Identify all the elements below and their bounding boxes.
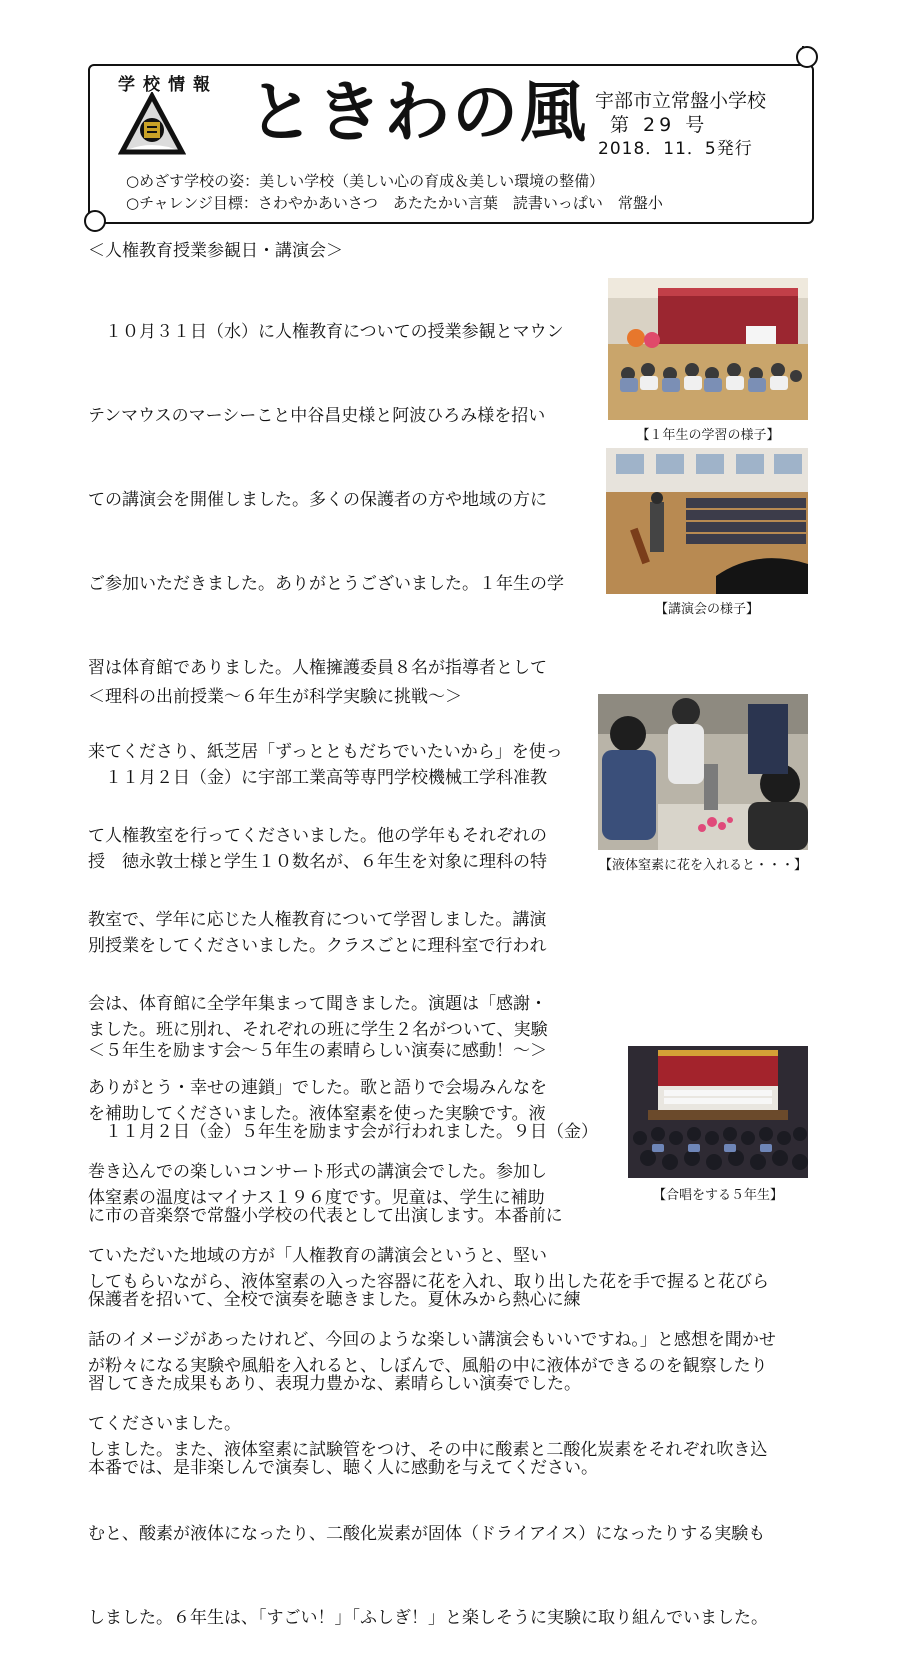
text-line: に市の音楽祭で常盤小学校の代表として出演します。本番前に <box>88 1206 563 1226</box>
text-line: 保護者を招いて、全校で演奏を聴きました。夏休みから熱心に練 <box>88 1290 581 1310</box>
text-line: テンマウスのマーシーこと中谷昌史様と阿波ひろみ様を招い <box>88 406 546 426</box>
text-line: を補助してくださいました。液体窒素を使った実験です。液 <box>88 1104 546 1124</box>
text-line: ました。班に別れ、それぞれの班に学生２名がついて、実験 <box>88 1020 548 1040</box>
text-line: 別授業をしてくださいました。クラスごとに理科室で行われ <box>88 936 547 956</box>
challenge-goal: ○チャレンジ目標：さわやかあいさつ あたたかい言葉 読書いっぱい 常盤小 <box>126 194 663 212</box>
text-line: が粉々になる実験や風船を入れると、しぼんで、風船の中に液体ができるのを観察したり <box>88 1356 768 1376</box>
school-goal: ○めざす学校の姿：美しい学校（美しい心の育成＆美しい環境の整備） <box>126 172 605 190</box>
text-line: 習は体育館でありました。人権擁護委員８名が指導者として <box>88 658 547 678</box>
photo-fifth-grade-choir <box>628 1046 808 1178</box>
scroll-curl-top-right <box>796 46 818 68</box>
school-name: 宇部市立常盤小学校 <box>595 90 767 112</box>
section-body-fifth-grade <box>88 1062 598 1510</box>
caption-lecture-concert: 【講演会の様子】 <box>654 602 759 617</box>
text-line: て人権教室を行ってくださいました。他の学年もそれぞれの <box>88 826 547 846</box>
text-line: しました。また、液体窒素に試験管をつけ、その中に酸素と二酸化炭素をそれぞれ吹き込 <box>88 1440 768 1460</box>
photo-liquid-nitrogen-experiment <box>598 694 808 850</box>
photo-lecture-concert <box>606 448 808 594</box>
section-title-science-class: ＜理科の出前授業～６年生が科学実験に挑戦～＞ <box>88 687 462 707</box>
school-info-label: 学校情報 <box>118 75 218 95</box>
text-line: ての講演会を開催しました。多くの保護者の方や地域の方に <box>88 490 547 510</box>
text-line: てくださいました。 <box>88 1414 241 1434</box>
text-line: 授 徳永敦士様と学生１０数名が、６年生を対象に理科の特 <box>88 852 547 872</box>
section-title-human-rights: ＜人権教育授業参観日・講演会＞ <box>88 241 343 261</box>
text-line: しました。６年生は、「すごい！」「ふしぎ！」と楽しそうに実験に取り組んでいました。 <box>88 1608 768 1628</box>
text-line: ご参加いただきました。ありがとうございました。１年生の学 <box>88 574 564 594</box>
text-line: むと、酸素が液体になったり、二酸化炭素が固体（ドライアイス）になったりする実験も <box>88 1524 766 1544</box>
caption-first-grade-lesson: 【１年生の学習の様子】 <box>636 428 780 443</box>
text-line: 会は、体育館に全学年集まって聞きました。演題は「感謝・ <box>88 994 547 1014</box>
caption-fifth-grade-choir: 【合唱をする５年生】 <box>652 1188 783 1203</box>
text-line: 教室で、学年に応じた人権教育について学習しました。講演 <box>88 910 547 930</box>
text-line: 本番では、是非楽しんで演奏し、聴く人に感動を与えてください。 <box>88 1458 598 1478</box>
text-line: １１月２日（金）５年生を励ます会が行われました。９日（金） <box>88 1122 598 1142</box>
photo-first-grade-lesson <box>608 278 808 420</box>
text-line: 話のイメージがあったけれど、今回のような楽しい講演会もいいですね。」と感想を聞かせ <box>88 1330 776 1350</box>
scroll-curl-bottom-left <box>84 210 106 232</box>
section-title-fifth-grade: ＜５年生を励ます会～５年生の素晴らしい演奏に感動！～＞ <box>88 1041 547 1061</box>
text-line: してもらいながら、液体窒素の入った容器に花を入れ、取り出した花を手で握ると花びら <box>88 1272 770 1292</box>
text-line: 習してきた成果もあり、表現力豊かな、素晴らしい演奏でした。 <box>88 1374 581 1394</box>
text-line: 体窒素の温度はマイナス１９６度です。児童は、学生に補助 <box>88 1188 545 1208</box>
text-line: ていただいた地域の方が「人権教育の講演会というと、堅い <box>88 1246 547 1266</box>
text-line: １１月２日（金）に宇部工業高等専門学校機械工学科准教 <box>88 768 547 788</box>
text-line: 来てくださり、紙芝居「ずっとともだちでいたいから」を使っ <box>88 742 563 762</box>
text-line: １０月３１日（水）に人権教育についての授業参観とマウン <box>88 322 564 342</box>
issue-date: 2018．11．5発行 <box>598 139 753 159</box>
newsletter-title: ときわの風 <box>248 74 588 151</box>
text-line: ありがとう・幸せの連鎖」でした。歌と語りで会場みんなを <box>88 1078 547 1098</box>
caption-liquid-nitrogen-experiment: 【液体窒素に花を入れると・・・】 <box>598 858 807 873</box>
text-line: 巻き込んでの楽しいコンサート形式の講演会でした。参加し <box>88 1162 547 1182</box>
issue-number: 第 29 号 <box>610 114 709 136</box>
school-emblem-icon <box>118 92 186 158</box>
